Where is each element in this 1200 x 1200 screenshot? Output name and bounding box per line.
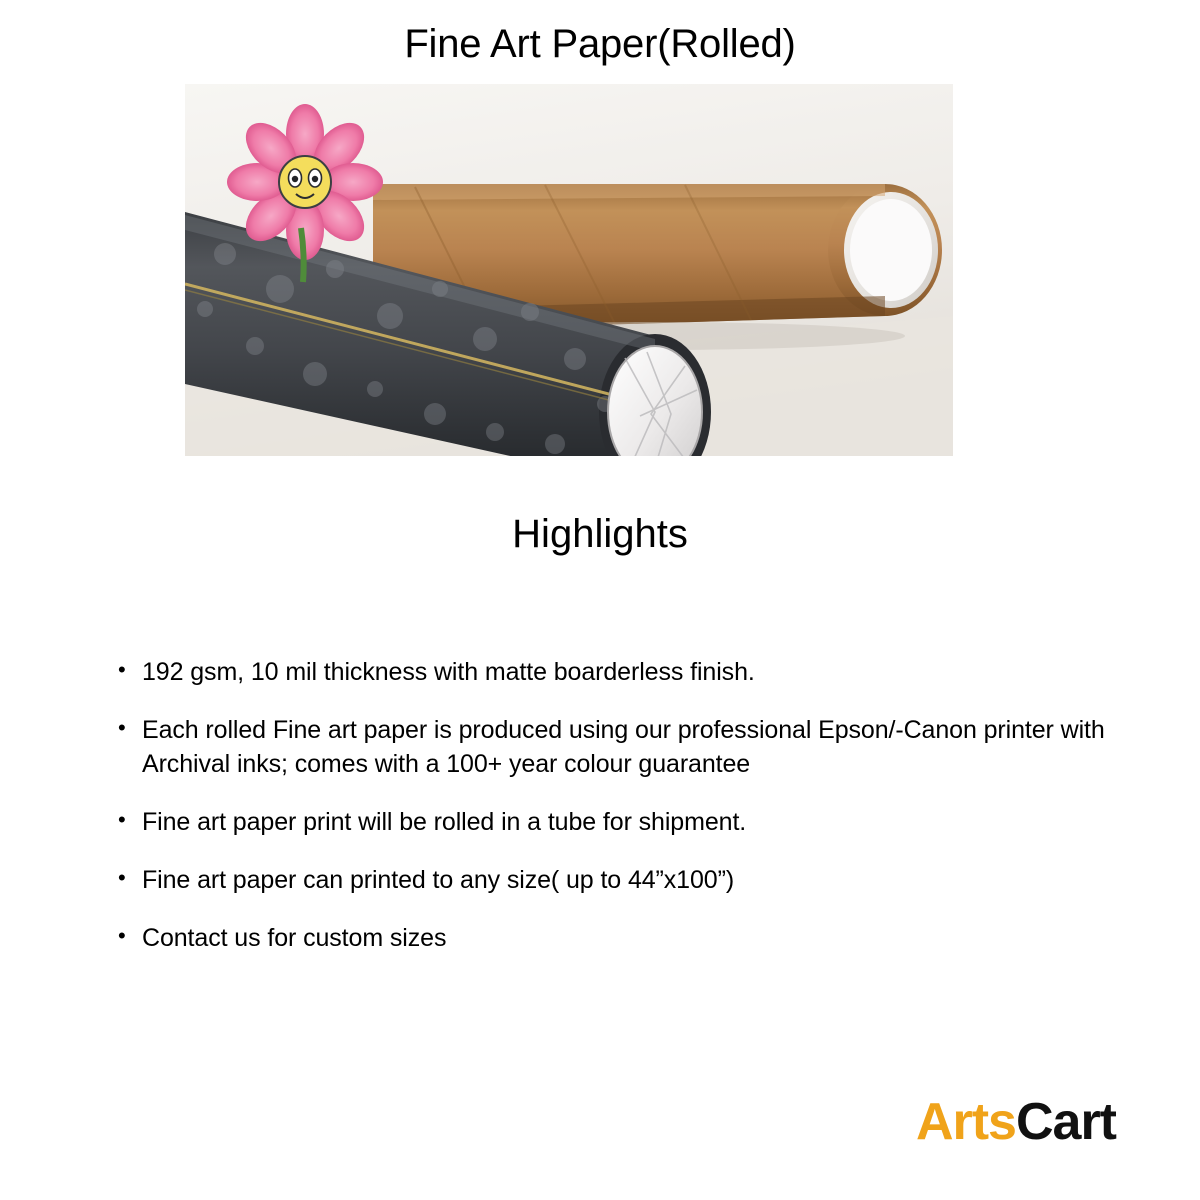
list-item-text: Fine art paper can printed to any size( up to 44”x100”) xyxy=(142,866,735,894)
list-item xyxy=(118,921,1118,955)
brand-logo xyxy=(916,1092,1116,1152)
rolled-print-photo-icon xyxy=(185,84,953,456)
list-item-text: Fine art paper print will be rolled in a tube for shipment. xyxy=(142,808,747,836)
bullet-icon: • xyxy=(118,923,126,948)
bullet-icon: • xyxy=(118,807,126,832)
list-item xyxy=(118,863,1118,897)
list-item xyxy=(118,805,1118,839)
list-item-text: 192 gsm, 10 mil thickness with matte boarderless finish. xyxy=(142,658,755,686)
brand-logo-arts: Arts xyxy=(915,1093,1016,1151)
brand-logo-cart: Cart xyxy=(1015,1093,1116,1151)
bullet-icon: • xyxy=(118,657,126,682)
highlights-list xyxy=(118,655,1118,979)
bullet-icon: • xyxy=(118,715,126,740)
page-title: Fine Art Paper(Rolled) xyxy=(404,22,796,66)
section-heading: Highlights xyxy=(512,512,688,556)
product-photo xyxy=(185,84,953,456)
list-item xyxy=(118,655,1118,689)
list-item-text: Contact us for custom sizes xyxy=(142,924,447,952)
list-item-text: Each rolled Fine art paper is produced using our professional Epson/-Canon printer with Archival inks; comes with a 100+ year colour guarantee xyxy=(142,716,1105,778)
list-item xyxy=(118,713,1118,781)
bullet-icon: • xyxy=(118,865,126,890)
